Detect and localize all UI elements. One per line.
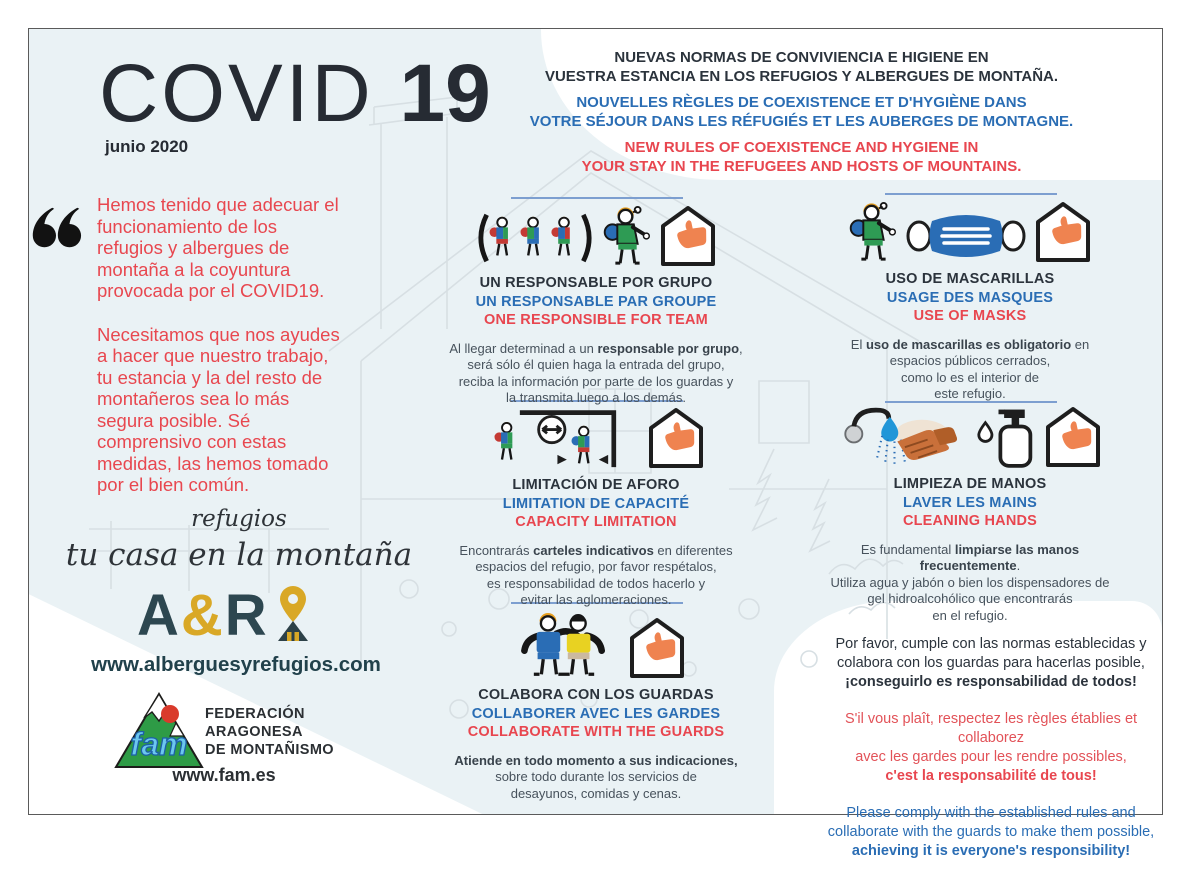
intro-paragraph-1: Hemos tenido que adecuar el funcionamiento de los refugios y albergues de montaña a la coyuntura provocada por el COVID19.	[97, 194, 339, 301]
section-body: El uso de mascarillas es obligatorio en espacios públicos cerrados, como lo es el interior de este refugio.	[850, 336, 1090, 401]
section-capacity-icons	[424, 407, 768, 469]
title-en: ONE RESPONSIBLE FOR TEAM	[484, 312, 708, 328]
title-es: LIMITACIÓN DE AFORO	[512, 477, 680, 493]
footer-en: Please comply with the established rules and collaborate with the guards to make them possible, achieving it is everyone's responsibility!	[827, 805, 1155, 859]
separator	[511, 197, 683, 199]
house-thumbs-up-icon	[660, 205, 716, 267]
title-19: 19	[399, 48, 491, 139]
footer-appeal	[811, 635, 1171, 879]
tagline-tu-casa: tu casa en la montaña	[65, 537, 413, 573]
footer-es: Por favor, cumple con las normas establecidas y colabora con los guardas para hacerlas posible, ¡conseguirlo es responsabilidad de todos!	[835, 636, 1147, 690]
title-es: USO DE MASCARILLAS	[885, 271, 1055, 287]
section-collaborate-icons	[424, 617, 768, 679]
ar-logo-letters: A&R	[137, 583, 269, 648]
page-title	[99, 47, 491, 141]
section-masks-icons	[798, 201, 1142, 263]
fam-link[interactable]: www.fam.es	[172, 765, 276, 785]
quote-icon	[29, 205, 83, 257]
title-en: USE OF MASKS	[913, 308, 1027, 324]
poster-frame	[28, 28, 1163, 859]
section-responsible	[424, 205, 768, 407]
group-leader-hiker-icon	[603, 205, 651, 267]
header-block	[509, 49, 1094, 176]
intro-paragraph-2: Necesitamos que nos ayudes a hacer que nuestro trabajo, tu estancia y la del resto de montañeros sea lo más segura posible. Sé comprensivo con estas medidas, las hemos tomado por el bien común.	[97, 323, 340, 495]
section-hands	[798, 406, 1142, 624]
header-en: NEW RULES OF COEXISTENCE AND HYGIENE IN YOUR STAY IN THE REFUGEES AND HOSTS OF MOUNTAINS.	[581, 139, 1022, 175]
title-fr: LIMITATION DE CAPACITÉ	[502, 495, 690, 512]
title-covid: COVID	[99, 48, 374, 139]
section-capacity	[424, 407, 768, 609]
tagline-refugios: refugios	[191, 506, 287, 532]
gel-dispenser-icon	[976, 398, 1036, 468]
separator	[885, 193, 1057, 195]
section-responsible-icons	[424, 205, 768, 267]
header-es: NUEVAS NORMAS DE CONVIVIENCIA E HIGIENE EN VUESTRA ESTANCIA EN LOS REFUGIOS Y ALBERGUES DE MONTAÑA.	[544, 49, 1059, 85]
group-of-hikers-icon	[476, 209, 594, 267]
intro-text	[97, 194, 343, 518]
title-fr: LAVER LES MAINS	[902, 494, 1038, 511]
section-body: Al llegar determinad a un responsable por grupo, será sólo él quien haga la entrada del grupo, reciba la información por parte de los guardas y la transmita luego a los demás.	[449, 340, 743, 405]
title-fr: UN RESPONSABLE PAR GROUPE	[475, 293, 717, 310]
house-thumbs-up-icon	[648, 407, 704, 469]
house-thumbs-up-icon	[629, 617, 685, 679]
section-collaborate	[424, 617, 768, 802]
title-en: COLLABORATE WITH THE GUARDS	[467, 724, 725, 740]
hand-washing-icon	[839, 398, 967, 468]
svg-text:fam: fam	[130, 726, 188, 762]
title-es: LIMPIEZA DE MANOS	[893, 476, 1047, 492]
title-fr: USAGE DES MASQUES	[886, 289, 1054, 306]
section-masks	[798, 201, 1142, 403]
section-body: Es fundamental limpiarse las manos frecuentemente. Utiliza agua y jabón o bien los dispensadores de gel hidroalcohólico que encontrarás en el refugio.	[830, 541, 1110, 623]
two-friends-icon	[508, 613, 620, 679]
footer-fr: S'il vous plaît, respectez les règles établies et collaborez avec les gardes pour les rendre possibles, c'est la responsabilité de tous!	[844, 711, 1138, 784]
section-body: Encontrarás carteles indicativos en diferentes espacios del refugio, por favor respétalos, es responsabilidad de todos hacerlo y evitar las aglomeraciones.	[459, 542, 733, 607]
title-es: UN RESPONSABLE POR GRUPO	[479, 275, 713, 291]
date-label: junio 2020	[105, 137, 189, 156]
header-fr: NOUVELLES RÈGLES DE COEXISTENCE ET D'HYGIÈNE DANS VOTRE SÉJOUR DANS LES RÉFUGIÉS ET LES AUBERGES DE MONTAGNE.	[529, 94, 1074, 130]
title-en: CAPACITY LIMITATION	[515, 514, 677, 530]
title-en: CLEANING HANDS	[902, 513, 1038, 529]
social-distance-icon	[489, 407, 639, 469]
alberguesyrefugios-link[interactable]: www.alberguesyrefugios.com	[91, 653, 381, 676]
section-hands-icons	[798, 406, 1142, 468]
fam-logo	[114, 691, 204, 771]
title-fr: COLLABORER AVEC LES GARDES	[471, 705, 721, 722]
house-thumbs-up-icon	[1045, 406, 1101, 468]
section-body: Atiende en todo momento a sus indicaciones, sobre todo durante los servicios de desayunos, comidas y cenas.	[454, 752, 738, 801]
fam-name: FEDERACIÓN ARAGONESA DE MONTAÑISMO	[205, 706, 334, 758]
hiker-icon	[849, 201, 897, 263]
title-es: COLABORA CON LOS GUARDAS	[478, 687, 714, 703]
house-thumbs-up-icon	[1035, 201, 1091, 263]
ar-logo	[137, 583, 311, 648]
location-pin-house-icon	[275, 585, 311, 645]
face-mask-icon	[906, 209, 1026, 263]
